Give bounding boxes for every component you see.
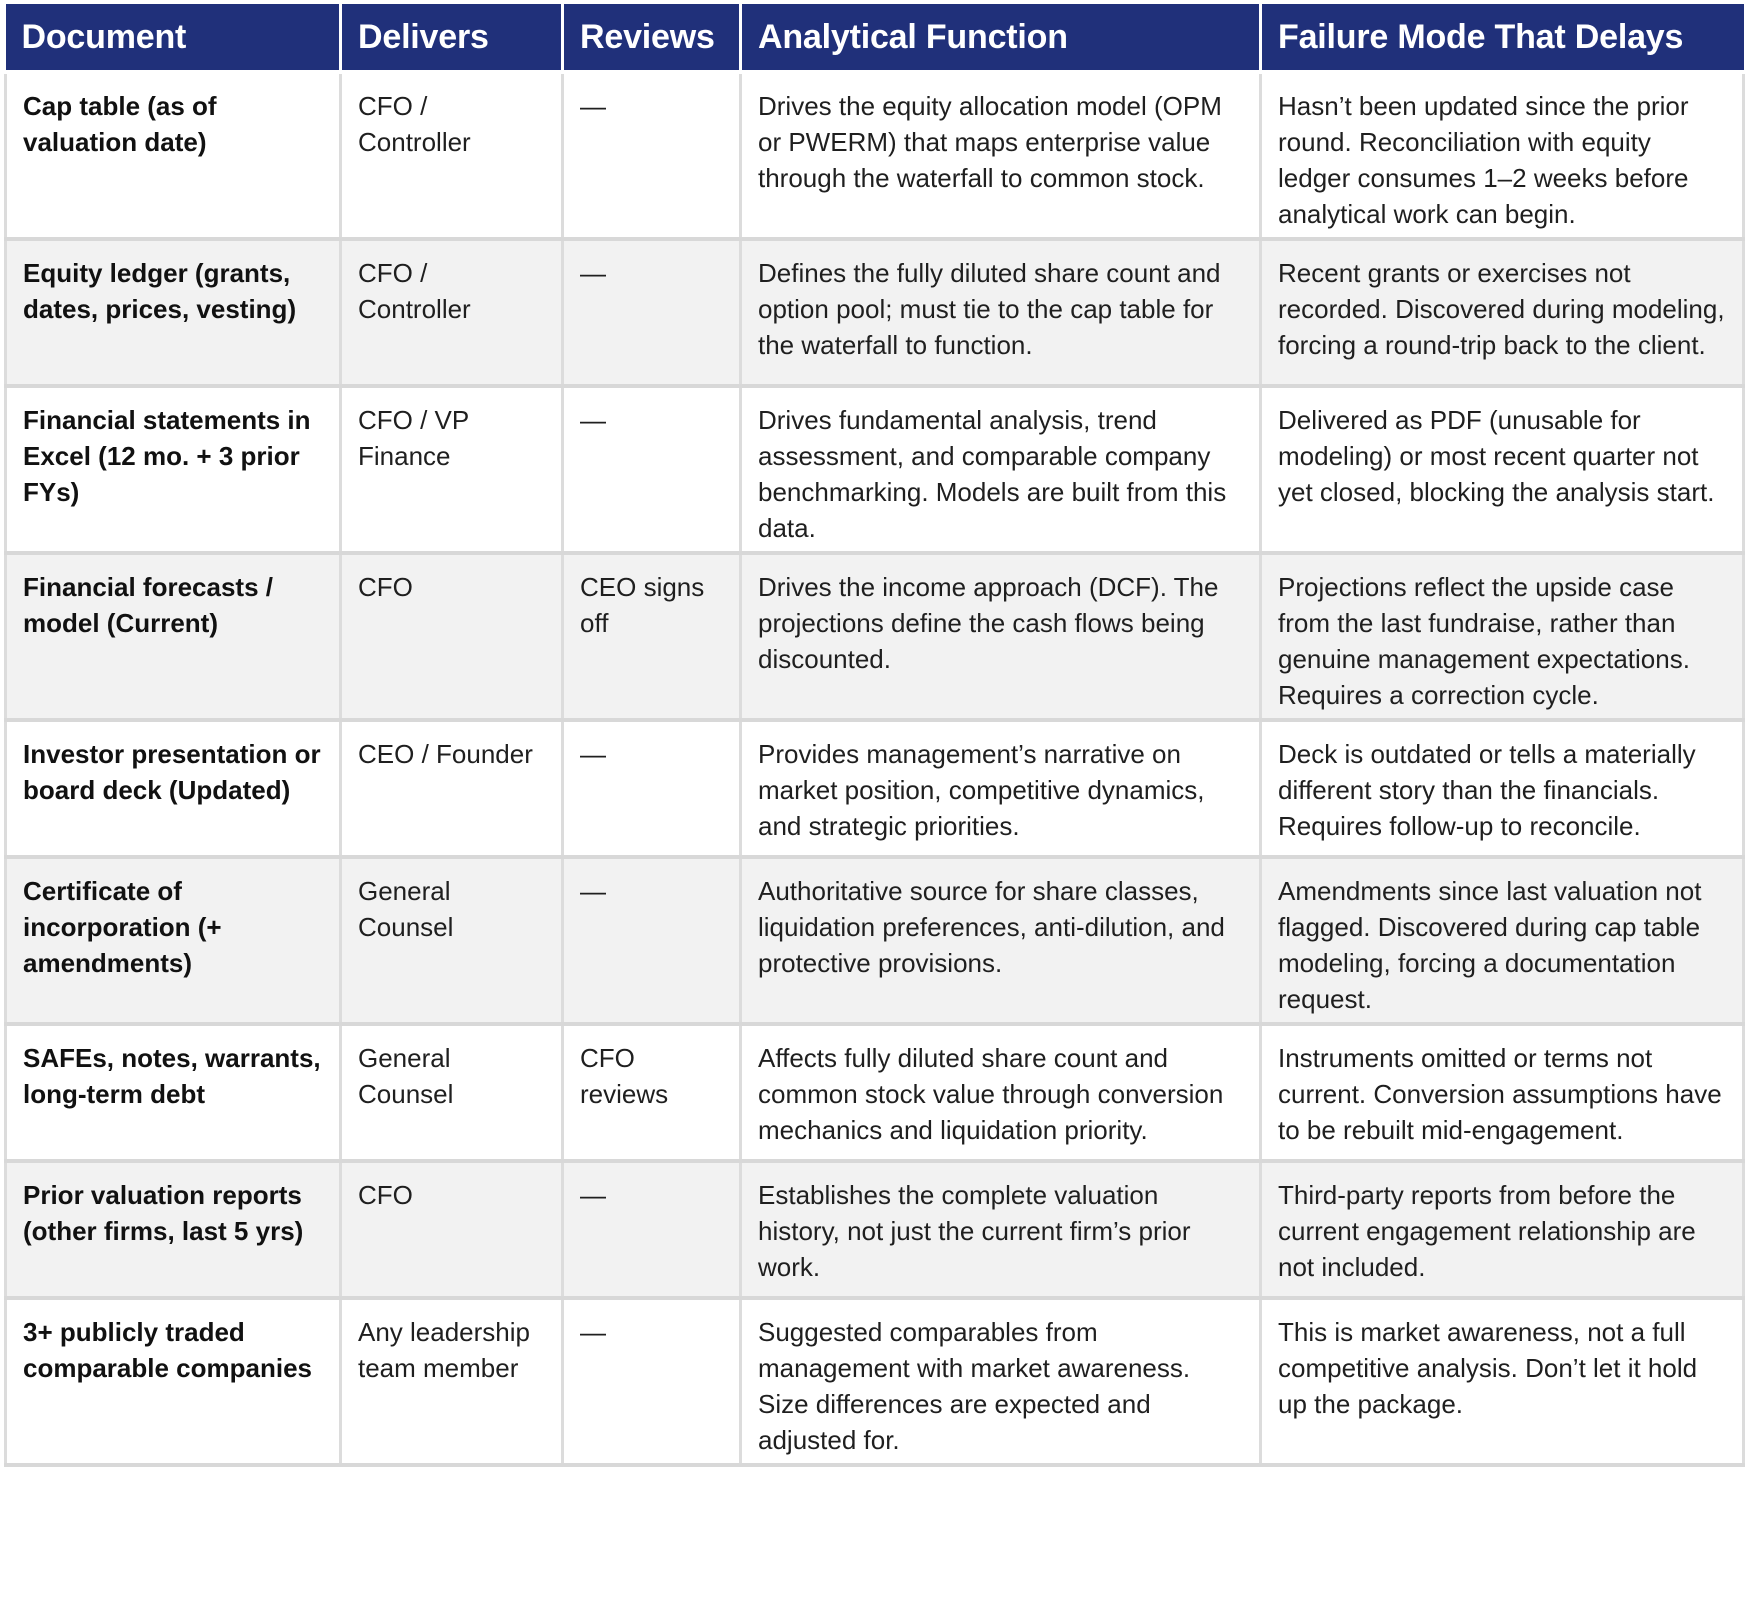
cell-document: Prior valuation reports (other firms, last 5 yrs) bbox=[6, 1161, 341, 1298]
cell-document: Equity ledger (grants, dates, prices, vesting) bbox=[6, 239, 341, 386]
cell-failure-mode: Recent grants or exercises not recorded. Discovered during modeling, forcing a round-trip back to the client. bbox=[1261, 239, 1744, 386]
cell-delivers: CEO / Founder bbox=[341, 720, 563, 857]
cell-analytical-function: Provides management’s narrative on market position, competitive dynamics, and strategic priorities. bbox=[741, 720, 1261, 857]
cell-analytical-function: Suggested comparables from management with market awareness. Size differences are expected and adjusted for. bbox=[741, 1298, 1261, 1465]
header-reviews: Reviews bbox=[563, 4, 741, 72]
cell-analytical-function: Establishes the complete valuation history, not just the current firm’s prior work. bbox=[741, 1161, 1261, 1298]
cell-reviews: — bbox=[563, 857, 741, 1024]
table-row bbox=[6, 1024, 1744, 1161]
cell-delivers: General Counsel bbox=[341, 1024, 563, 1161]
cell-reviews: — bbox=[563, 1161, 741, 1298]
cell-analytical-function: Drives the equity allocation model (OPM or PWERM) that maps enterprise value through the waterfall to common stock. bbox=[741, 72, 1261, 239]
table-row bbox=[6, 239, 1744, 386]
cell-delivers: Any leadership team member bbox=[341, 1298, 563, 1465]
cell-failure-mode: This is market awareness, not a full competitive analysis. Don’t let it hold up the package. bbox=[1261, 1298, 1744, 1465]
cell-analytical-function: Authoritative source for share classes, liquidation preferences, anti-dilution, and protective provisions. bbox=[741, 857, 1261, 1024]
cell-document: Certificate of incorporation (+ amendments) bbox=[6, 857, 341, 1024]
cell-failure-mode: Third-party reports from before the current engagement relationship are not included. bbox=[1261, 1161, 1744, 1298]
table-row bbox=[6, 1298, 1744, 1465]
table-header bbox=[6, 4, 1744, 72]
header-document: Document bbox=[6, 4, 341, 72]
cell-document: SAFEs, notes, warrants, long-term debt bbox=[6, 1024, 341, 1161]
cell-failure-mode: Amendments since last valuation not flagged. Discovered during cap table modeling, forcing a documentation request. bbox=[1261, 857, 1744, 1024]
header-analytical-function: Analytical Function bbox=[741, 4, 1261, 72]
table-row bbox=[6, 553, 1744, 720]
table-row bbox=[6, 72, 1744, 239]
cell-analytical-function: Drives fundamental analysis, trend assessment, and comparable company benchmarking. Models are built from this data. bbox=[741, 386, 1261, 553]
table-row bbox=[6, 857, 1744, 1024]
cell-document: Cap table (as of valuation date) bbox=[6, 72, 341, 239]
cell-analytical-function: Affects fully diluted share count and common stock value through conversion mechanics and liquidation priority. bbox=[741, 1024, 1261, 1161]
header-row bbox=[6, 4, 1744, 72]
cell-reviews: CEO signs off bbox=[563, 553, 741, 720]
cell-delivers: General Counsel bbox=[341, 857, 563, 1024]
cell-failure-mode: Deck is outdated or tells a materially different story than the financials. Requires follow-up to reconcile. bbox=[1261, 720, 1744, 857]
cell-reviews: — bbox=[563, 386, 741, 553]
cell-reviews: — bbox=[563, 72, 741, 239]
cell-analytical-function: Defines the fully diluted share count and option pool; must tie to the cap table for the waterfall to function. bbox=[741, 239, 1261, 386]
cell-failure-mode: Hasn’t been updated since the prior round. Reconciliation with equity ledger consumes 1–2 weeks before analytical work can begin. bbox=[1261, 72, 1744, 239]
cell-failure-mode: Delivered as PDF (unusable for modeling) or most recent quarter not yet closed, blocking the analysis start. bbox=[1261, 386, 1744, 553]
cell-delivers: CFO bbox=[341, 1161, 563, 1298]
cell-document: Investor presentation or board deck (Updated) bbox=[6, 720, 341, 857]
cell-document: Financial forecasts / model (Current) bbox=[6, 553, 341, 720]
cell-delivers: CFO / VP Finance bbox=[341, 386, 563, 553]
cell-failure-mode: Projections reflect the upside case from the last fundraise, rather than genuine management expectations. Requires a correction cycle. bbox=[1261, 553, 1744, 720]
table-row bbox=[6, 1161, 1744, 1298]
header-delivers: Delivers bbox=[341, 4, 563, 72]
cell-delivers: CFO / Controller bbox=[341, 239, 563, 386]
cell-document: Financial statements in Excel (12 mo. + 3 prior FYs) bbox=[6, 386, 341, 553]
cell-document: 3+ publicly traded comparable companies bbox=[6, 1298, 341, 1465]
cell-delivers: CFO bbox=[341, 553, 563, 720]
cell-reviews: — bbox=[563, 720, 741, 857]
cell-reviews: CFO reviews bbox=[563, 1024, 741, 1161]
document-requirements-table bbox=[4, 4, 1745, 1467]
cell-delivers: CFO / Controller bbox=[341, 72, 563, 239]
cell-analytical-function: Drives the income approach (DCF). The projections define the cash flows being discounted. bbox=[741, 553, 1261, 720]
cell-failure-mode: Instruments omitted or terms not current. Conversion assumptions have to be rebuilt mid-engagement. bbox=[1261, 1024, 1744, 1161]
cell-reviews: — bbox=[563, 1298, 741, 1465]
table-body bbox=[6, 72, 1744, 1465]
table-row bbox=[6, 386, 1744, 553]
table-row bbox=[6, 720, 1744, 857]
header-failure-mode: Failure Mode That Delays bbox=[1261, 4, 1744, 72]
cell-reviews: — bbox=[563, 239, 741, 386]
